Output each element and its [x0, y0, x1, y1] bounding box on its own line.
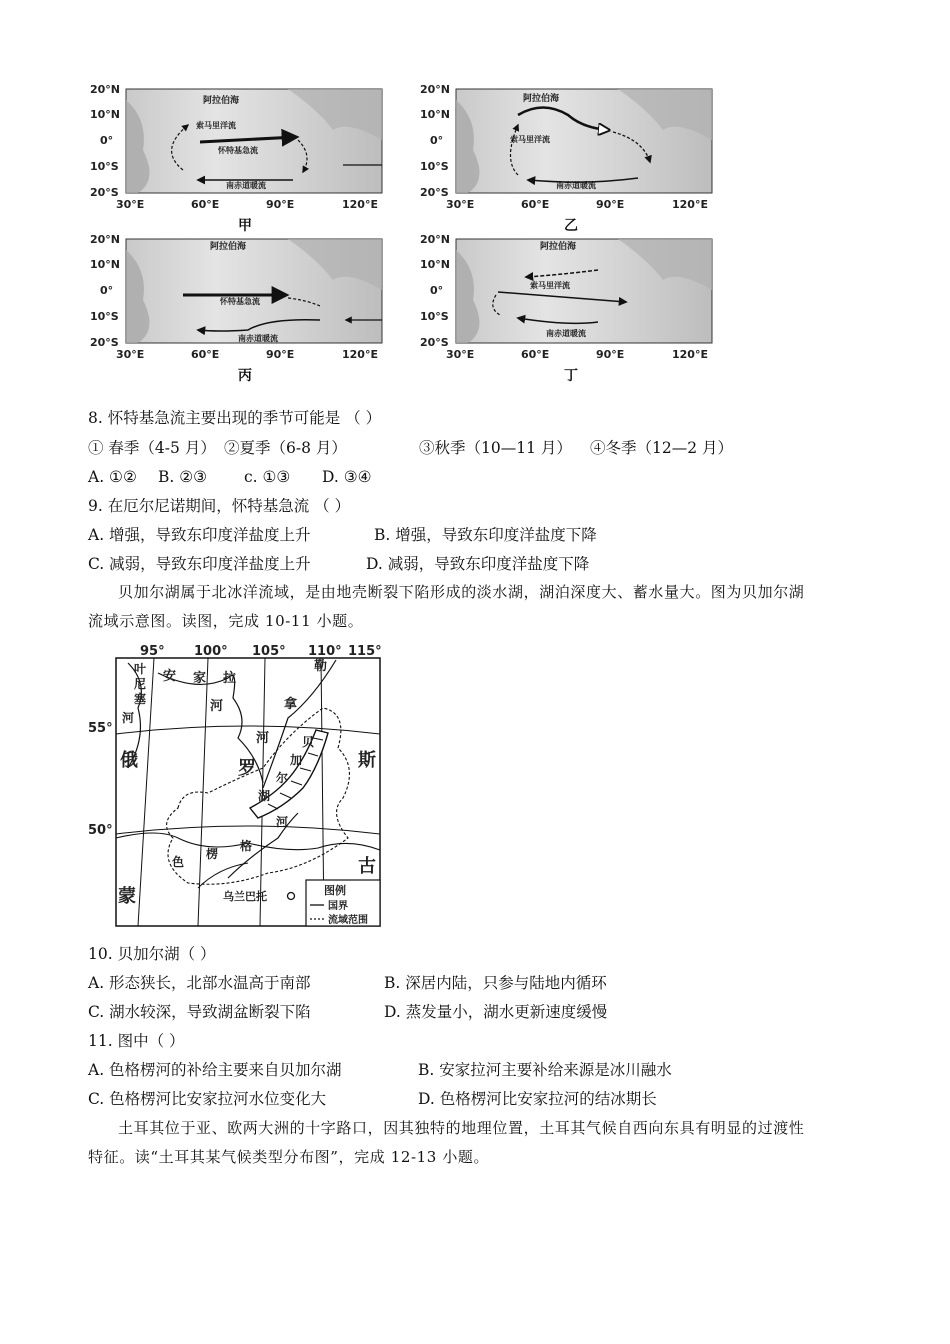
lat-label: 20°N: [90, 233, 121, 246]
q8-option-b[interactable]: B. ②③: [158, 468, 208, 486]
lat-label: 20°N: [420, 83, 451, 96]
ocean-map-jia: [88, 80, 388, 230]
sea-label: 阿拉伯海: [523, 94, 560, 104]
baikal-basin-map: [88, 638, 388, 933]
place-char: 尼: [134, 677, 147, 691]
lon-label: 100°: [194, 644, 228, 659]
lat-label: 0°: [430, 284, 444, 297]
q11-option-d[interactable]: D. 色格楞河比安家拉河的结冰期长: [418, 1090, 657, 1108]
intro-line: 土耳其位于亚、欧两大洲的十字路口，因其独特的地理位置，土耳其气候自西向东具有明显的过渡性: [118, 1119, 805, 1137]
turkey-intro: [88, 1114, 868, 1172]
place-char: 拿: [284, 697, 298, 712]
place-char: 河: [276, 815, 289, 829]
lon-label: 30°E: [446, 348, 475, 361]
place-char: 拉: [223, 671, 237, 686]
place-char: 罗: [238, 758, 256, 779]
lat-label: 10°N: [90, 108, 121, 121]
baikal-intro: [88, 578, 868, 636]
q8-item: ②夏季（6-8 月）: [224, 439, 347, 457]
intro-line: 贝加尔湖属于北冰洋流域，是由地壳断裂下陷形成的淡水湖，湖泊深度大、蓄水量大。图为贝加尔湖: [118, 583, 805, 601]
place-char: 安: [163, 669, 177, 684]
lon-label: 90°E: [266, 348, 295, 361]
q8-item: ③秋季（10—11 月）: [419, 439, 572, 457]
q11-option-c[interactable]: C. 色格楞河比安家拉河水位变化大: [88, 1090, 327, 1108]
sea-label: 阿拉伯海: [203, 96, 240, 106]
lat-label: 0°: [430, 134, 444, 147]
q10-option-d[interactable]: D. 蒸发量小，湖水更新速度缓慢: [384, 1003, 608, 1021]
lon-label: 120°E: [672, 198, 708, 211]
lon-label: 110°: [308, 644, 342, 659]
place-char: 楞: [206, 847, 219, 861]
lat-label: 10°S: [420, 160, 449, 173]
lon-label: 30°E: [446, 198, 475, 211]
current-label: 怀特基急流: [220, 297, 260, 306]
current-label: 南赤道暖流: [226, 181, 266, 190]
q8-option-a[interactable]: A. ①②: [88, 468, 137, 486]
lon-label: 105°: [252, 644, 286, 659]
sea-label: 阿拉伯海: [540, 242, 577, 252]
place-char: 塞: [134, 692, 147, 706]
current-label: 索马里洋流: [510, 135, 550, 144]
lat-label: 20°S: [420, 186, 449, 199]
sea-label: 阿拉伯海: [210, 242, 247, 252]
lat-label: 50°: [88, 823, 113, 838]
q9-option-b[interactable]: B. 增强，导致东印度洋盐度下降: [374, 526, 597, 544]
ulaanbaatar-marker: [288, 893, 295, 900]
place-char: 蒙: [118, 886, 136, 907]
lat-label: 10°N: [90, 258, 121, 271]
lon-label: 115°: [348, 644, 382, 659]
place-char: 河: [122, 711, 135, 725]
ocean-map-yi: [418, 80, 718, 230]
current-label: 南赤道暖流: [556, 181, 596, 190]
lon-label: 120°E: [672, 348, 708, 361]
q9-option-c[interactable]: C. 减弱，导致东印度洋盐度上升: [88, 555, 311, 573]
q10-option-a[interactable]: A. 形态狭长，北部水温高于南部: [88, 974, 311, 992]
city-label: 乌兰巴托: [223, 890, 267, 903]
legend-border: 国界: [328, 901, 348, 912]
lat-label: 10°S: [420, 310, 449, 323]
lon-label: 60°E: [521, 348, 550, 361]
current-label: 索马里洋流: [530, 281, 570, 290]
lon-label: 120°E: [342, 198, 378, 211]
lon-label: 90°E: [596, 198, 625, 211]
map-caption: 乙: [564, 218, 578, 234]
legend-title: 图例: [324, 884, 346, 897]
current-label: 南赤道暖流: [238, 334, 278, 343]
lon-label: 30°E: [116, 198, 145, 211]
lon-label: 90°E: [596, 348, 625, 361]
ocean-map-ding: [418, 230, 718, 380]
lat-label: 10°S: [90, 310, 119, 323]
lon-label: 30°E: [116, 348, 145, 361]
intro-line: 流域示意图。读图，完成 10-11 小题。: [88, 612, 364, 630]
lat-label: 10°N: [420, 108, 451, 121]
lat-label: 0°: [100, 134, 114, 147]
q10-stem: 10. 贝加尔湖（ ）: [88, 945, 216, 963]
q8-option-c[interactable]: c. ①③: [244, 468, 291, 486]
place-char: 古: [358, 856, 376, 877]
lat-label: 20°N: [90, 83, 121, 96]
q9-option-a[interactable]: A. 增强，导致东印度洋盐度上升: [88, 526, 311, 544]
map-caption: 丁: [564, 368, 578, 384]
legend-basin: 流域范围: [328, 915, 368, 926]
lat-label: 20°S: [420, 336, 449, 349]
lat-label: 0°: [100, 284, 114, 297]
lat-label: 55°: [88, 721, 113, 736]
current-label: 怀特基急流: [218, 146, 258, 155]
place-char: 斯: [358, 750, 376, 771]
q11-stem: 11. 图中（ ）: [88, 1032, 185, 1050]
lat-label: 20°S: [90, 336, 119, 349]
intro-line: 特征。读“土耳其某气候类型分布图”，完成 12-13 小题。: [88, 1148, 490, 1166]
q10-option-b[interactable]: B. 深居内陆，只参与陆地内循环: [384, 974, 607, 992]
place-char: 尔: [276, 771, 289, 785]
lon-label: 60°E: [191, 198, 220, 211]
place-char: 加: [290, 753, 303, 767]
place-char: 家: [193, 671, 207, 686]
lat-label: 10°S: [90, 160, 119, 173]
place-char: 湖: [258, 789, 271, 803]
lon-label: 120°E: [342, 348, 378, 361]
current-label: 索马里洋流: [196, 121, 236, 130]
q8-stem: 8. 怀特基急流主要出现的季节可能是 （ ）: [88, 409, 382, 427]
place-char: 俄: [120, 750, 138, 771]
lon-label: 60°E: [521, 198, 550, 211]
lon-label: 90°E: [266, 198, 295, 211]
map-caption: 丙: [238, 368, 252, 384]
place-char: 河: [256, 731, 270, 746]
place-char: 色: [172, 855, 185, 869]
q8-option-d[interactable]: D. ③④: [322, 468, 372, 486]
q9-stem: 9. 在厄尔尼诺期间，怀特基急流 （ ）: [88, 497, 351, 515]
lat-label: 10°N: [420, 258, 451, 271]
q8-item: ① 春季（4-5 月）: [88, 439, 216, 457]
place-char: 格: [240, 839, 253, 853]
map-caption: 甲: [238, 218, 252, 234]
place-char: 贝: [302, 735, 315, 749]
current-label: 南赤道暖流: [546, 329, 586, 338]
lat-label: 20°S: [90, 186, 119, 199]
place-char: 勒: [314, 659, 328, 674]
place-char: 叶: [134, 662, 147, 676]
q9-option-d[interactable]: D. 减弱，导致东印度洋盐度下降: [366, 555, 590, 573]
q10-option-c[interactable]: C. 湖水较深，导致湖盆断裂下陷: [88, 1003, 311, 1021]
lon-label: 60°E: [191, 348, 220, 361]
q8-item: ④冬季（12—2 月）: [590, 439, 734, 457]
q11-option-b[interactable]: B. 安家拉河主要补给来源是冰川融水: [418, 1061, 672, 1079]
lon-label: 95°: [140, 644, 165, 659]
place-char: 河: [210, 699, 224, 714]
lat-label: 20°N: [420, 233, 451, 246]
ocean-map-bing: [88, 230, 388, 380]
q11-option-a[interactable]: A. 色格楞河的补给主要来自贝加尔湖: [88, 1061, 342, 1079]
